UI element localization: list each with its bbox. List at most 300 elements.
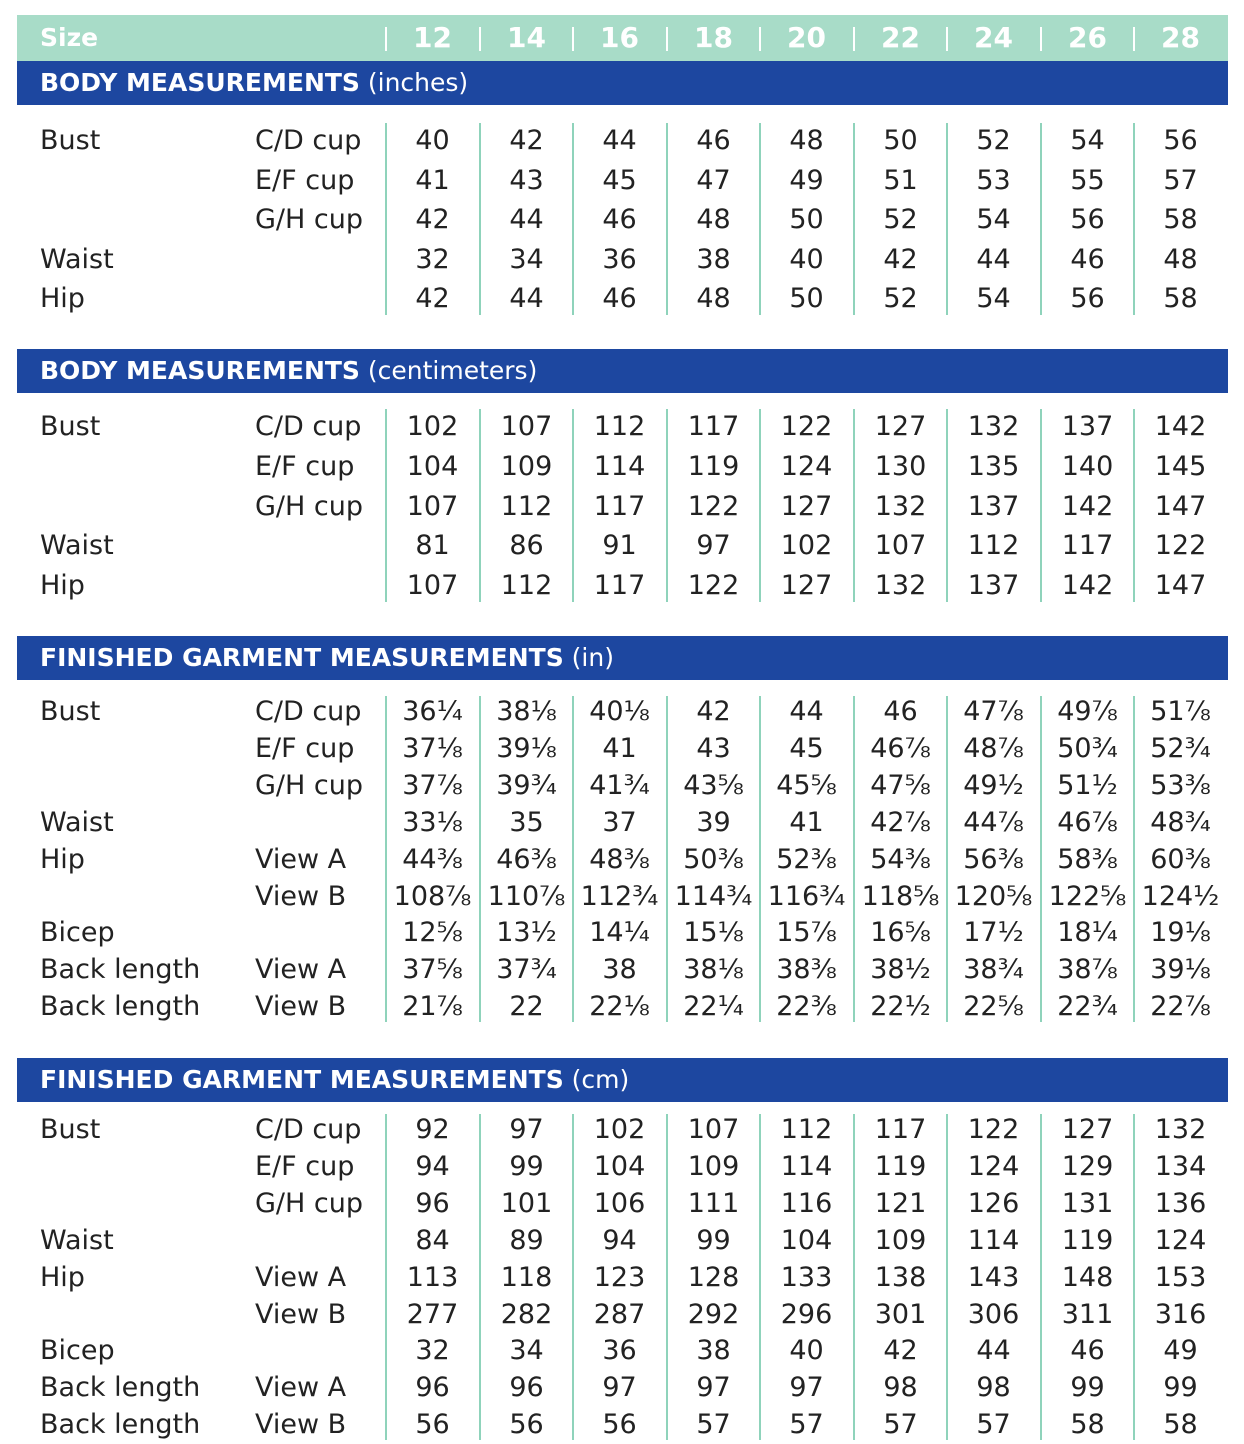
table-row: [17, 694, 1228, 731]
value-cell: 56: [1070, 204, 1105, 236]
value-cell: 48⅜: [589, 843, 650, 875]
value-cell: 45: [602, 164, 637, 196]
value-cell: 135: [967, 450, 1020, 482]
value-cell: 117: [874, 1114, 927, 1146]
value-cell: 57: [1163, 164, 1198, 196]
value-cell: 41: [789, 806, 824, 838]
measure-label: Bicep: [40, 917, 115, 949]
value-cell: 96: [509, 1372, 544, 1404]
value-cell: 116: [780, 1187, 833, 1219]
value-cell: 122: [967, 1114, 1020, 1146]
value-cell: 122: [780, 411, 833, 442]
value-cell: 52: [976, 125, 1011, 156]
size-header-bar: [17, 15, 1228, 61]
value-cell: 122: [687, 490, 740, 522]
value-cell: 46: [1070, 1335, 1105, 1367]
size-28: 28: [1161, 21, 1200, 54]
size-16: 16: [600, 21, 639, 54]
value-cell: 109: [874, 1224, 927, 1256]
value-cell: 122: [1154, 530, 1207, 562]
measure-label: Back length: [40, 954, 201, 986]
value-cell: 89: [509, 1224, 544, 1256]
table-row: [17, 1333, 1228, 1370]
section-title: [40, 636, 614, 680]
value-cell: 49⅞: [1057, 696, 1118, 727]
value-cell: 19⅛: [1150, 917, 1211, 949]
value-cell: 53⅜: [1150, 769, 1211, 801]
value-cell: 94: [602, 1224, 637, 1256]
table-row: [17, 526, 1228, 566]
value-cell: 42: [509, 125, 544, 156]
value-cell: 22⅞: [1150, 991, 1211, 1023]
size-22: 22: [881, 21, 920, 54]
table-row: [17, 279, 1228, 319]
value-cell: 99: [696, 1224, 731, 1256]
value-cell: 98: [883, 1372, 918, 1404]
value-cell: 117: [687, 411, 740, 442]
sub-label: E/F cup: [255, 732, 355, 764]
measure-label: Bust: [40, 696, 101, 727]
value-cell: 129: [1061, 1150, 1114, 1182]
value-cell: 55: [1070, 164, 1105, 196]
value-cell: 48: [1163, 243, 1198, 275]
value-cell: 38: [602, 954, 637, 986]
value-cell: 41¾: [589, 769, 650, 801]
value-cell: 81: [415, 530, 450, 562]
table-row: [17, 1112, 1228, 1149]
measure-label: Waist: [40, 530, 114, 562]
sub-label: C/D cup: [255, 411, 362, 442]
value-cell: 44⅜: [402, 843, 463, 875]
value-cell: 42: [696, 696, 731, 727]
value-cell: 124: [1154, 1224, 1207, 1256]
value-cell: 60⅜: [1150, 843, 1211, 875]
value-cell: 130: [874, 450, 927, 482]
table-row: [17, 487, 1228, 527]
table-row: [17, 566, 1228, 606]
value-cell: 97: [696, 530, 731, 562]
value-cell: 45: [789, 732, 824, 764]
value-cell: 38⅜: [776, 954, 837, 986]
table-row: [17, 879, 1228, 916]
value-cell: 43: [509, 164, 544, 196]
value-cell: 44: [509, 283, 544, 315]
sub-label: View B: [255, 880, 347, 912]
value-cell: 40⅛: [589, 696, 650, 727]
value-cell: 46: [602, 283, 637, 315]
value-cell: 114: [967, 1224, 1020, 1256]
value-cell: 148: [1061, 1261, 1114, 1293]
measure-label: Hip: [40, 570, 85, 602]
value-cell: 287: [593, 1298, 646, 1330]
value-cell: 134: [1154, 1150, 1207, 1182]
value-cell: 54⅜: [870, 843, 931, 875]
table-row: [17, 1370, 1228, 1407]
table-row: [17, 161, 1228, 201]
value-cell: 102: [780, 530, 833, 562]
section-title: [40, 349, 537, 393]
value-cell: 48: [696, 204, 731, 236]
value-cell: 56: [1163, 125, 1198, 156]
value-cell: 44: [602, 125, 637, 156]
sub-label: View A: [255, 843, 347, 875]
value-cell: 17½: [963, 917, 1024, 949]
value-cell: 58⅜: [1057, 843, 1118, 875]
value-cell: 49: [789, 164, 824, 196]
table-row: [17, 731, 1228, 768]
value-cell: 107: [500, 411, 553, 442]
value-cell: 22⅝: [963, 991, 1024, 1023]
measure-label: Hip: [40, 843, 85, 875]
table-row: [17, 842, 1228, 879]
value-cell: 43: [696, 732, 731, 764]
sub-label: G/H cup: [255, 204, 363, 236]
value-cell: 97: [602, 1372, 637, 1404]
value-cell: 37: [602, 806, 637, 838]
value-cell: 53: [976, 164, 1011, 196]
value-cell: 91: [602, 530, 637, 562]
value-cell: 282: [500, 1298, 553, 1330]
value-cell: 46⅞: [1057, 806, 1118, 838]
value-cell: 117: [593, 490, 646, 522]
value-cell: 22⅜: [776, 991, 837, 1023]
value-cell: 56: [1070, 283, 1105, 315]
value-cell: 34: [509, 243, 544, 275]
value-cell: 122⅝: [1048, 880, 1127, 912]
value-cell: 112: [500, 490, 553, 522]
section-header: [17, 349, 1228, 393]
section-table: [17, 105, 1228, 349]
value-cell: 47⅞: [963, 696, 1024, 727]
value-cell: 292: [687, 1298, 740, 1330]
value-cell: 107: [406, 570, 459, 602]
value-cell: 110⅞: [487, 880, 566, 912]
value-cell: 41: [602, 732, 637, 764]
sub-label: C/D cup: [255, 696, 362, 727]
value-cell: 142: [1061, 570, 1114, 602]
value-cell: 38½: [870, 954, 931, 986]
value-cell: 119: [874, 1150, 927, 1182]
value-cell: 22¼: [683, 991, 744, 1023]
value-cell: 58: [1070, 1409, 1105, 1441]
value-cell: 32: [415, 243, 450, 275]
value-cell: 107: [687, 1114, 740, 1146]
sub-label: View A: [255, 1372, 347, 1404]
value-cell: 22: [509, 991, 544, 1023]
value-cell: 117: [593, 570, 646, 602]
value-cell: 99: [509, 1150, 544, 1182]
value-cell: 39⅛: [496, 732, 557, 764]
value-cell: 47⅝: [870, 769, 931, 801]
size-18: 18: [694, 21, 733, 54]
value-cell: 127: [1061, 1114, 1114, 1146]
value-cell: 131: [1061, 1187, 1114, 1219]
section-title-main: FINISHED GARMENT MEASUREMENTS: [40, 1065, 564, 1095]
value-cell: 101: [500, 1187, 553, 1219]
sub-label: View A: [255, 954, 347, 986]
value-cell: 38¾: [963, 954, 1024, 986]
value-cell: 38⅛: [683, 954, 744, 986]
value-cell: 54: [1070, 125, 1105, 156]
value-cell: 40: [789, 243, 824, 275]
value-cell: 39: [696, 806, 731, 838]
section-header: [17, 1058, 1228, 1102]
value-cell: 41: [415, 164, 450, 196]
value-cell: 316: [1154, 1298, 1207, 1330]
size-20: 20: [787, 21, 826, 54]
value-cell: 49: [1163, 1335, 1198, 1367]
value-cell: 104: [406, 450, 459, 482]
measure-label: Bust: [40, 1114, 101, 1146]
value-cell: 86: [509, 530, 544, 562]
table-row: [17, 768, 1228, 805]
section-header: [17, 636, 1228, 680]
value-cell: 140: [1061, 450, 1114, 482]
value-cell: 42: [883, 243, 918, 275]
sub-label: View B: [255, 1298, 347, 1330]
value-cell: 44⅞: [963, 806, 1024, 838]
table-row: [17, 240, 1228, 280]
value-cell: 84: [415, 1224, 450, 1256]
section-title-unit: (cm): [571, 1065, 630, 1095]
value-cell: 51⅞: [1150, 696, 1211, 727]
value-cell: 145: [1154, 450, 1207, 482]
sub-label: G/H cup: [255, 1187, 363, 1219]
sub-label: C/D cup: [255, 1114, 362, 1146]
value-cell: 48⅞: [963, 732, 1024, 764]
value-cell: 44: [789, 696, 824, 727]
sub-label: G/H cup: [255, 490, 363, 522]
section-title-main: FINISHED GARMENT MEASUREMENTS: [40, 643, 564, 672]
section-title-main: BODY MEASUREMENTS: [40, 68, 360, 97]
table-row: [17, 1297, 1228, 1334]
measure-label: Back length: [40, 991, 201, 1023]
measure-label: Waist: [40, 1224, 114, 1256]
value-cell: 97: [696, 1372, 731, 1404]
value-cell: 118: [500, 1261, 553, 1293]
section-table: [17, 1102, 1228, 1444]
value-cell: 38⅞: [1057, 954, 1118, 986]
value-cell: 98: [976, 1372, 1011, 1404]
value-cell: 120⅝: [954, 880, 1033, 912]
value-cell: 42: [415, 283, 450, 315]
value-cell: 50¾: [1057, 732, 1118, 764]
value-cell: 112: [593, 411, 646, 442]
value-cell: 46: [1070, 243, 1105, 275]
table-row: [17, 407, 1228, 447]
value-cell: 42: [883, 1335, 918, 1367]
value-cell: 113: [406, 1261, 459, 1293]
value-cell: 114¾: [674, 880, 753, 912]
value-cell: 38⅛: [496, 696, 557, 727]
value-cell: 127: [874, 411, 927, 442]
value-cell: 57: [696, 1409, 731, 1441]
table-row: [17, 121, 1228, 161]
table-row: [17, 1149, 1228, 1186]
value-cell: 102: [593, 1114, 646, 1146]
value-cell: 296: [780, 1298, 833, 1330]
value-cell: 48¾: [1150, 806, 1211, 838]
value-cell: 97: [789, 1372, 824, 1404]
value-cell: 48: [789, 125, 824, 156]
value-cell: 50: [789, 283, 824, 315]
value-cell: 108⅞: [393, 880, 472, 912]
value-cell: 18¼: [1057, 917, 1118, 949]
value-cell: 52⅜: [776, 843, 837, 875]
value-cell: 46: [602, 204, 637, 236]
value-cell: 137: [967, 570, 1020, 602]
value-cell: 51½: [1057, 769, 1118, 801]
value-cell: 51: [883, 164, 918, 196]
value-cell: 44: [976, 1335, 1011, 1367]
value-cell: 52¾: [1150, 732, 1211, 764]
table-row: [17, 200, 1228, 240]
value-cell: 127: [780, 570, 833, 602]
value-cell: 34: [509, 1335, 544, 1367]
size-14: 14: [507, 21, 546, 54]
value-cell: 136: [1154, 1187, 1207, 1219]
value-cell: 118⅝: [861, 880, 940, 912]
value-cell: 22¾: [1057, 991, 1118, 1023]
value-cell: 138: [874, 1261, 927, 1293]
table-row: [17, 989, 1228, 1026]
value-cell: 38: [696, 243, 731, 275]
section-table: [17, 393, 1228, 636]
value-cell: 132: [1154, 1114, 1207, 1146]
value-cell: 42: [415, 204, 450, 236]
value-cell: 58: [1163, 204, 1198, 236]
value-cell: 119: [1061, 1224, 1114, 1256]
value-cell: 48: [696, 283, 731, 315]
value-cell: 50: [883, 125, 918, 156]
value-cell: 39¾: [496, 769, 557, 801]
value-cell: 52: [883, 283, 918, 315]
value-cell: 57: [883, 1409, 918, 1441]
value-cell: 277: [406, 1298, 459, 1330]
value-cell: 96: [415, 1372, 450, 1404]
value-cell: 124: [967, 1150, 1020, 1182]
value-cell: 112: [500, 570, 553, 602]
value-cell: 54: [976, 283, 1011, 315]
value-cell: 46⅞: [870, 732, 931, 764]
value-cell: 56: [415, 1409, 450, 1441]
value-cell: 44: [509, 204, 544, 236]
table-row: [17, 915, 1228, 952]
value-cell: 36: [602, 1335, 637, 1367]
value-cell: 127: [780, 490, 833, 522]
value-cell: 114: [780, 1150, 833, 1182]
value-cell: 44: [976, 243, 1011, 275]
table-row: [17, 805, 1228, 842]
measure-label: Waist: [40, 806, 114, 838]
value-cell: 137: [967, 490, 1020, 522]
value-cell: 43⅝: [683, 769, 744, 801]
value-cell: 301: [874, 1298, 927, 1330]
value-cell: 107: [406, 490, 459, 522]
value-cell: 92: [415, 1114, 450, 1146]
value-cell: 22½: [870, 991, 931, 1023]
table-row: [17, 447, 1228, 487]
section-title-unit: (in): [571, 643, 614, 672]
value-cell: 121: [874, 1187, 927, 1219]
value-cell: 109: [500, 450, 553, 482]
value-cell: 32: [415, 1335, 450, 1367]
value-cell: 124½: [1141, 880, 1220, 912]
value-cell: 50⅜: [683, 843, 744, 875]
value-cell: 97: [509, 1114, 544, 1146]
value-cell: 111: [687, 1187, 740, 1219]
value-cell: 36: [602, 243, 637, 275]
value-cell: 37¾: [496, 954, 557, 986]
value-cell: 36¼: [402, 696, 463, 727]
value-cell: 107: [874, 530, 927, 562]
value-cell: 16⅝: [870, 917, 931, 949]
value-cell: 54: [976, 204, 1011, 236]
value-cell: 50: [789, 204, 824, 236]
section-table: [17, 680, 1228, 1058]
measure-label: Hip: [40, 1261, 85, 1293]
sub-label: E/F cup: [255, 164, 355, 196]
value-cell: 46: [696, 125, 731, 156]
value-cell: 128: [687, 1261, 740, 1293]
value-cell: 35: [509, 806, 544, 838]
measure-label: Bust: [40, 125, 101, 156]
value-cell: 147: [1154, 490, 1207, 522]
value-cell: 112: [780, 1114, 833, 1146]
value-cell: 15⅛: [683, 917, 744, 949]
value-cell: 142: [1061, 490, 1114, 522]
section-title-main: BODY MEASUREMENTS: [40, 356, 360, 385]
value-cell: 45⅝: [776, 769, 837, 801]
value-cell: 112: [967, 530, 1020, 562]
section-title-unit: (inches): [367, 68, 469, 97]
value-cell: 37⅞: [402, 769, 463, 801]
sub-label: E/F cup: [255, 1150, 355, 1182]
size-26: 26: [1068, 21, 1107, 54]
value-cell: 40: [415, 125, 450, 156]
measure-label: Bicep: [40, 1335, 115, 1367]
value-cell: 112¾: [580, 880, 659, 912]
value-cell: 96: [415, 1187, 450, 1219]
value-cell: 46: [883, 696, 918, 727]
section-title: [40, 61, 468, 105]
value-cell: 122: [687, 570, 740, 602]
value-cell: 33⅛: [402, 806, 463, 838]
value-cell: 132: [967, 411, 1020, 442]
sub-label: View B: [255, 991, 347, 1023]
size-12: 12: [413, 21, 452, 54]
value-cell: 37⅝: [402, 954, 463, 986]
value-cell: 99: [1163, 1372, 1198, 1404]
table-row: [17, 1223, 1228, 1260]
measure-label: Waist: [40, 243, 114, 275]
measure-label: Hip: [40, 283, 85, 315]
value-cell: 56⅜: [963, 843, 1024, 875]
value-cell: 94: [415, 1150, 450, 1182]
value-cell: 15⅞: [776, 917, 837, 949]
table-row: [17, 1260, 1228, 1297]
value-cell: 143: [967, 1261, 1020, 1293]
measurement-sections: [17, 61, 1228, 1444]
table-row: [17, 1186, 1228, 1223]
value-cell: 49½: [963, 769, 1024, 801]
value-cell: 104: [593, 1150, 646, 1182]
section-title: [40, 1058, 629, 1102]
value-cell: 47: [696, 164, 731, 196]
value-cell: 13½: [496, 917, 557, 949]
value-cell: 57: [976, 1409, 1011, 1441]
value-cell: 52: [883, 204, 918, 236]
